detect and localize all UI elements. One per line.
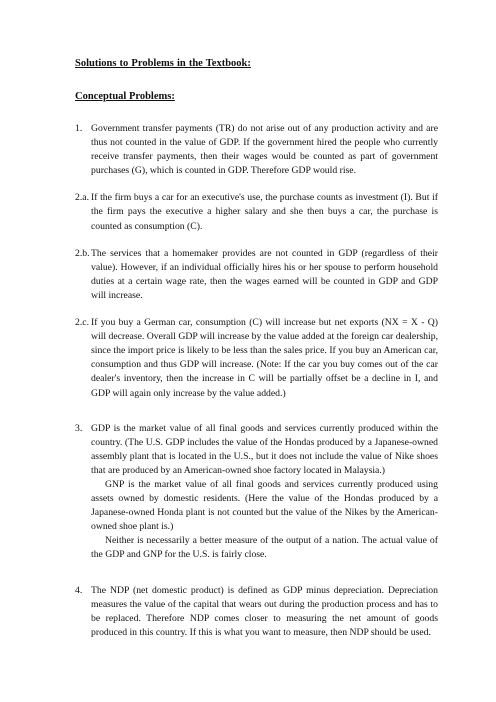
problem-number: 4.: [75, 584, 83, 596]
problem-text: If the firm buys a car for an executive's use, the purchase counts as investment (I). But if the firm pays the executive a higher salary and she then buys a car, the purchase is counted as consumption (C).: [91, 192, 438, 232]
problem-number: 2.a.: [75, 192, 89, 204]
problem-text: The NDP (net domestic product) is defined as GDP minus depreciation. Depreciation measures the value of the capital that wears out during the production process and has to be replaced. Therefore NDP comes closer to measuring the net amount of goods produced in this country. If this is what you want to measure, then NDP should be used.: [91, 584, 438, 638]
section-heading: Conceptual Problems:: [75, 91, 175, 102]
problem-4: [75, 584, 438, 640]
problem-text: GDP is the market value of all final goods and services currently produced within the country. (The U.S. GDP includes the value of the Hondas produced by a Japanese-owned assembly plant that is located in the U.S., but it does not include the value of Nike shoes that are produced by an American-owned shoe factory located in Malaysia.): [91, 422, 438, 476]
document-title: Solutions to Problems in the Textbook:: [75, 58, 251, 69]
problem-3: [75, 422, 438, 563]
problem-2a: [75, 191, 438, 233]
problem-text: If you buy a German car, consumption (C) will increase but net exports (NX = X - Q) will decrease. Overall GDP will increase by the value added at the foreign car dealership, since the import price is likely to be less than the sales price. If you buy an American car, consumption and thus GDP will increase. (Note: If the car you buy comes out of the car dealer's inventory, then the increase in C will be partially offset be a decline in I, and GDP will again only increase by the value added.): [91, 317, 438, 399]
problem-2b: [75, 247, 438, 303]
problem-text: GNP is the market value of all final goods and services currently produced using assets owned by domestic residents. (Here the value of the Hondas produced by a Japanese-owned Honda plant is not counted but the value of the Nikes by the American-owned shoe plant is.): [91, 478, 438, 533]
problem-text: Government transfer payments (TR) do not arise out of any production activity and are thus not counted in the value of GDP. If the government hired the people who currently receive transfer payments, then their wages would be counted as part of government purchases (G), which is counted in GDP. Therefore GDP would rise.: [91, 123, 438, 177]
problem-text: The services that a homemaker provides are not counted in GDP (regardless of their value). However, if an individual officially hires his or her spouse to perform household duties at a certain wage rate, then the wages earned will be counted in GDP and GDP will increase.: [91, 247, 438, 301]
problem-number: 2.c.: [75, 317, 89, 329]
problem-number: 2.b.: [75, 247, 90, 259]
problem-number: 3.: [75, 422, 83, 434]
problem-text: Neither is necessarily a better measure of the output of a nation. The actual value of the GDP and GNP for the U.S. is fairly close.: [91, 535, 438, 561]
problem-1: [75, 122, 438, 178]
problem-2c: [75, 316, 438, 401]
problem-number: 1.: [75, 123, 83, 134]
